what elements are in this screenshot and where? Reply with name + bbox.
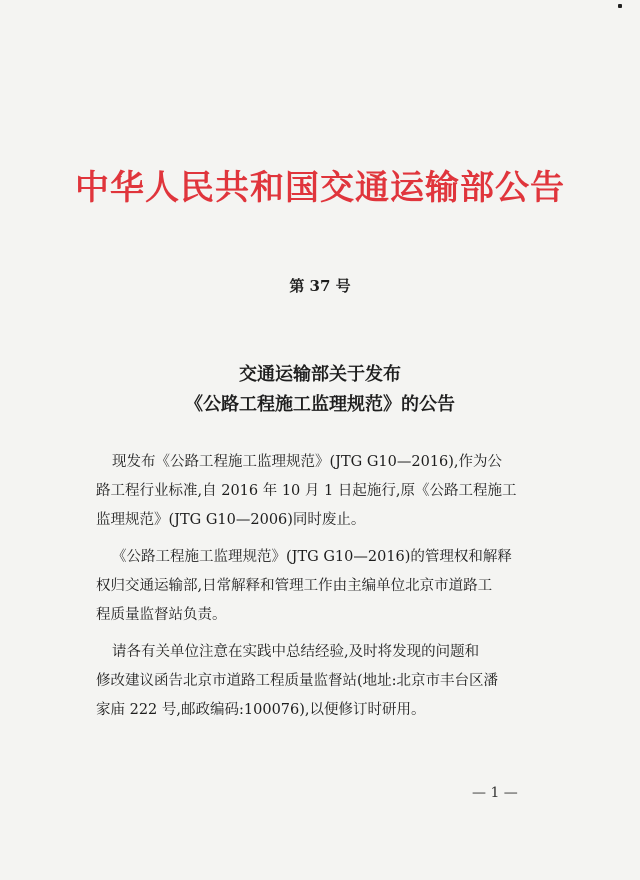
corner-mark [618, 4, 622, 8]
paragraph-line: 《公路工程施工监理规范》(JTG G10—2016)的管理权和解释 [112, 549, 512, 565]
paragraph-1 [96, 448, 536, 535]
paragraph-line: 修改建议函告北京市道路工程质量监督站(地址:北京市丰台区潘 [96, 673, 499, 689]
title-line-1: 交通运输部关于发布 [239, 364, 401, 385]
announcement-title [0, 360, 640, 420]
paragraph-2 [96, 543, 536, 630]
document-body [96, 448, 536, 733]
masthead-title: 中华人民共和国交通运输部公告 [75, 168, 565, 208]
document-number: 第 37 号 [289, 277, 351, 295]
paragraph-line: 请各有关单位注意在实践中总结经验,及时将发现的问题和 [112, 644, 480, 660]
paragraph-line: 现发布《公路工程施工监理规范》(JTG G10—2016),作为公 [112, 454, 503, 470]
paragraph-line: 监理规范》(JTG G10—2006)同时废止。 [96, 512, 366, 528]
paragraph-line: 权归交通运输部,日常解释和管理工作由主编单位北京市道路工 [96, 578, 493, 594]
paragraph-line: 家庙 222 号,邮政编码:100076),以便修订时研用。 [96, 702, 426, 718]
title-line-2: 《公路工程施工监理规范》的公告 [185, 394, 455, 415]
paragraph-line: 程质量监督站负责。 [96, 607, 227, 623]
paragraph-3 [96, 638, 536, 725]
page-number: — 1 — [472, 785, 518, 801]
paragraph-line: 路工程行业标准,自 2016 年 10 月 1 日起施行,原《公路工程施工 [96, 483, 517, 499]
